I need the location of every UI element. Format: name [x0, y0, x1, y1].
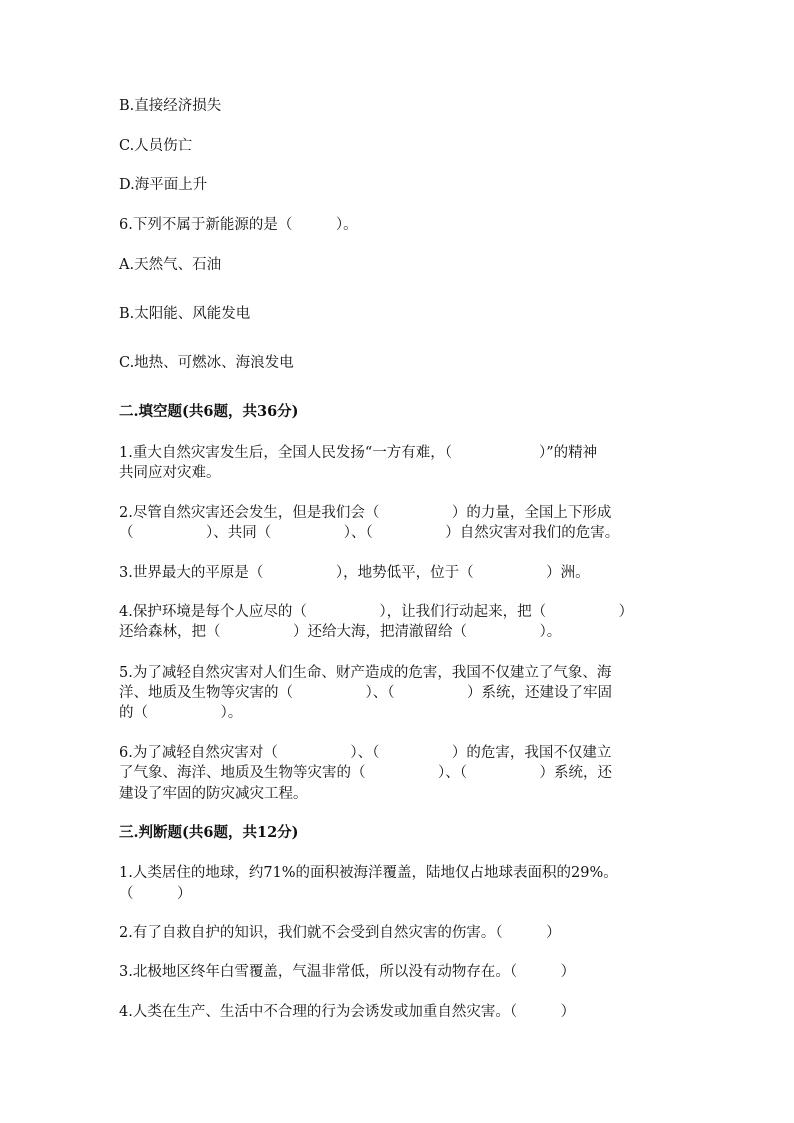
judge-q2: 2.有了自救自护的知识，我们就不会受到自然灾害的伤害。（ ） [119, 925, 561, 941]
section-heading-fill-blank: 二.填空题(共6题，共36分) [119, 403, 299, 420]
fill-q2-line2: （ ）、共同（ ）、（ ）自然灾害对我们的危害。 [119, 525, 620, 541]
fill-q4-line2: 还给森林，把（ ）还给大海，把清澈留给（ ）。 [119, 624, 562, 640]
fill-q4-line1: 4.保护环境是每个人应尽的（ ），让我们行动起来，把（ ） [119, 604, 634, 620]
option-5d: D.海平面上升 [119, 177, 208, 193]
fill-q6-line2: 了气象、海洋、地质及生物等灾害的（ ）、（ ）系统，还 [119, 765, 612, 781]
judge-q4: 4.人类在生产、生活中不合理的行为会诱发或加重自然灾害。（ ） [119, 1004, 576, 1020]
judge-q1-line2: （ ） [119, 886, 192, 902]
option-6c: C.地热、可燃冰、海浪发电 [119, 355, 294, 371]
fill-q5-line2: 洋、地质及生物等灾害的（ ）、（ ）系统，还建设了牢固 [119, 685, 612, 701]
judge-q1-line1: 1.人类居住的地球，约71%的面积被海洋覆盖，陆地仅占地球表面积的29%。 [119, 865, 618, 881]
fill-q3: 3.世界最大的平原是（ ），地势低平，位于（ ）洲。 [119, 565, 590, 581]
fill-q5-line1: 5.为了减轻自然灾害对人们生命、财产造成的危害，我国不仅建立了气象、海 [119, 665, 612, 681]
fill-q6-line3: 建设了牢固的防灾减灾工程。 [119, 786, 308, 802]
fill-q5-line3: 的（ ）。 [119, 705, 243, 721]
fill-q1-line2: 共同应对灾难。 [119, 465, 221, 481]
section-heading-true-false: 三.判断题(共6题，共12分) [119, 824, 299, 841]
option-5b: B.直接经济损失 [119, 98, 222, 114]
option-5c: C.人员伤亡 [119, 138, 193, 154]
fill-q1-line1: 1.重大自然灾害发生后，全国人民发扬“一方有难，（ ）”的精神 [119, 445, 598, 461]
judge-q3: 3.北极地区终年白雪覆盖，气温非常低，所以没有动物存在。（ ） [119, 964, 576, 980]
question-6: 6.下列不属于新能源的是（ ）。 [119, 217, 358, 233]
option-6b: B.太阳能、风能发电 [119, 306, 251, 322]
fill-q6-line1: 6.为了减轻自然灾害对（ ）、（ ）的危害，我国不仅建立 [119, 745, 612, 761]
option-6a: A.天然气、石油 [119, 257, 222, 273]
fill-q2-line1: 2.尽管自然灾害还会发生，但是我们会（ ）的力量，全国上下形成 [119, 505, 612, 521]
